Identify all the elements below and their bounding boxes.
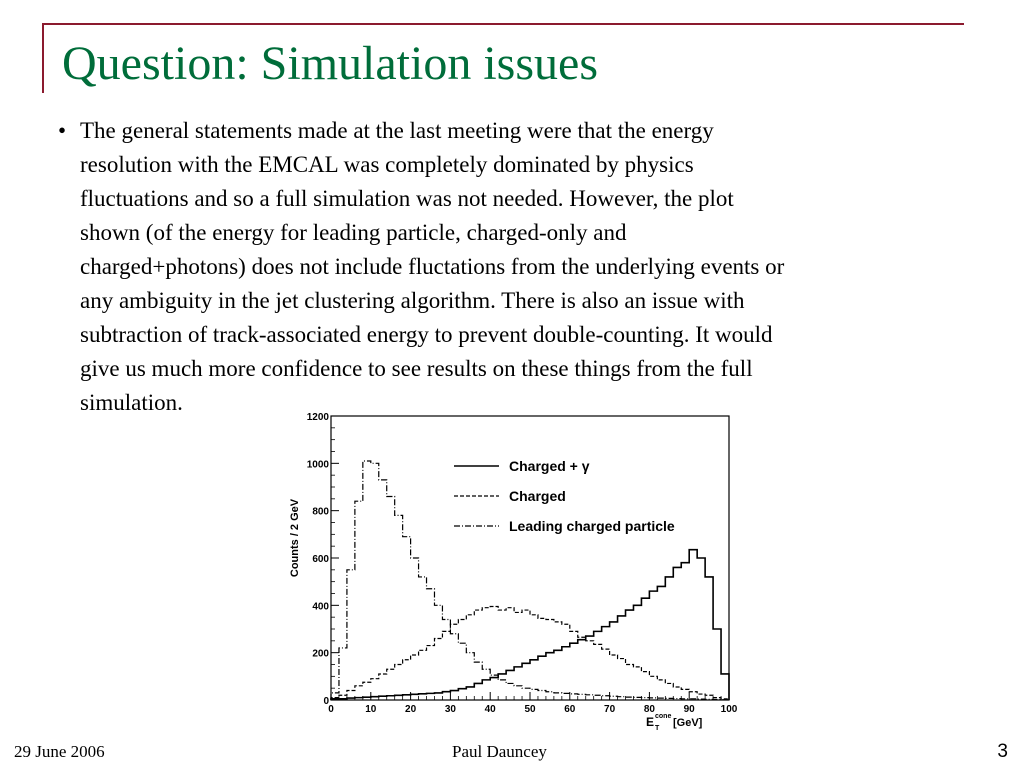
y-tick-label: 400 [312,601,329,613]
x-axis-label-sup: cone [655,713,672,720]
x-axis-label-unit: [GeV] [673,717,703,729]
y-tick-label: 0 [323,696,329,707]
y-tick-label: 1000 [306,459,329,471]
x-tick-label: 0 [328,704,334,715]
x-axis-label: E [646,715,655,729]
bullet-icon: • [58,118,67,143]
bullet-line: give us much more confidence to see results on these things from the full [80,356,753,381]
x-tick-label: 60 [564,704,576,715]
bullet-line: resolution with the EMCAL was completely dominated by physics [80,152,694,177]
legend-label: Leading charged particle [509,518,675,534]
legend-label: Charged [509,488,566,504]
bullet-line: subtraction of track-associated energy to prevent double-counting. It would [80,322,773,347]
x-tick-label: 30 [444,704,456,715]
y-tick-label: 1200 [306,412,329,423]
page-number: 3 [997,741,1008,762]
x-tick-label: 10 [365,704,377,715]
y-axis-label: Counts / 2 GeV [289,498,301,578]
x-axis-label-sub: T [655,725,660,732]
x-tick-label: 100 [720,704,738,715]
legend-label: Charged + γ [509,458,590,474]
x-tick-label: 50 [524,704,536,715]
x-tick-label: 20 [405,704,417,715]
footer-author: Paul Dauncey [452,742,547,761]
bullet-line: simulation. [80,390,183,415]
x-tick-label: 70 [604,704,616,715]
bullet-line: charged+photons) does not include fluctations from the underlying events or [80,254,785,279]
bullet-line: The general statements made at the last meeting were that the energy [80,118,714,143]
y-tick-label: 600 [312,554,329,565]
footer-date: 29 June 2006 [14,742,105,761]
title-rule-horizontal [42,23,964,25]
slide-title: Question: Simulation issues [62,37,599,90]
energy-histogram-chart [284,406,744,736]
bullet-line: fluctuations and so a full simulation was not needed. However, the plot [80,186,734,211]
x-tick-label: 90 [683,704,695,715]
x-tick-label: 80 [643,704,655,715]
bullet-line: any ambiguity in the jet clustering algorithm. There is also an issue with [80,288,745,313]
bullet-line: shown (of the energy for leading particle, charged-only and [80,220,627,245]
chart-background [284,406,744,736]
y-tick-label: 800 [312,506,329,518]
x-tick-label: 40 [484,704,496,715]
title-rule-vertical [42,23,44,93]
y-tick-label: 200 [312,648,329,660]
bullet-text [80,114,960,420]
